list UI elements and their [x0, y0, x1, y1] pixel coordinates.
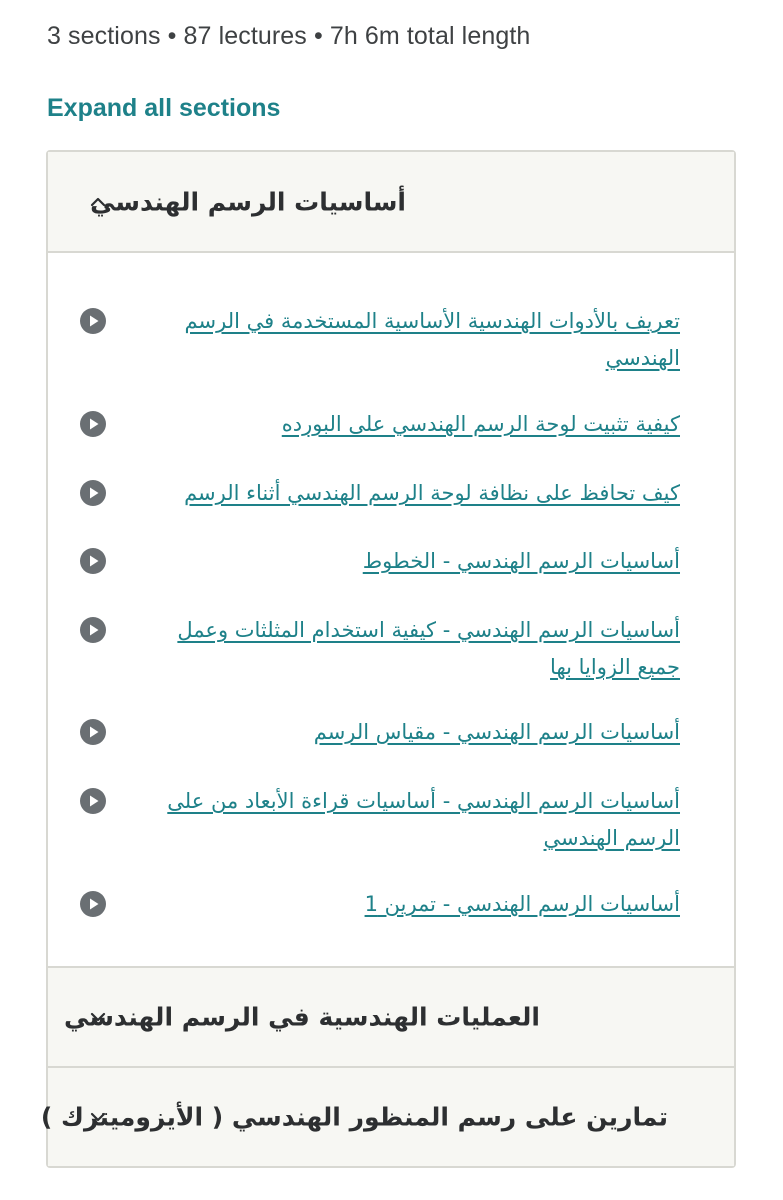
play-icon	[80, 411, 106, 437]
sections-count: 3 sections	[47, 22, 161, 50]
play-icon	[80, 891, 106, 917]
section-title: تمارين على رسم المنظور الهندسي ( الأيزوميترك )	[40, 1102, 668, 1132]
expand-all-sections-button[interactable]: Expand all sections	[47, 94, 281, 122]
section-header-3[interactable]	[40, 1066, 734, 1166]
lecture-link[interactable]: كيفية تثبيت لوحة الرسم الهندسي على البورده	[281, 412, 680, 436]
play-icon	[80, 308, 106, 334]
lecture-link[interactable]: أساسيات الرسم الهندسي - الخطوط	[362, 549, 680, 573]
play-icon	[80, 719, 106, 745]
lecture-link[interactable]: أساسيات الرسم الهندسي - مقياس الرسم	[313, 720, 680, 744]
lecture-link[interactable]: أساسيات الرسم الهندسي - أساسيات قراءة الأبعاد من على الرسم الهندسي	[167, 789, 680, 850]
total-length: 7h 6m total length	[329, 22, 531, 50]
separator: •	[167, 22, 177, 50]
lecture-link[interactable]: تعريف بالأدوات الهندسية الأساسية المستخدمة في الرسم الهندسي	[184, 309, 680, 370]
section-title: أساسيات الرسم الهندسي	[90, 187, 406, 216]
lecture-link[interactable]: كيف تحافظ على نظافة لوحة الرسم الهندسي أثناء الرسم	[184, 481, 680, 505]
section-title: العمليات الهندسية في الرسم الهندسي	[64, 1002, 540, 1032]
curriculum-accordion	[40, 150, 736, 1168]
lecture-link[interactable]: أساسيات الرسم الهندسي - تمرين 1	[364, 892, 680, 916]
section-header-2[interactable]	[48, 966, 734, 1066]
play-icon	[80, 617, 106, 643]
section-1-lecture-list	[48, 253, 734, 966]
play-icon	[80, 480, 106, 506]
play-icon	[80, 788, 106, 814]
lecture-link[interactable]: أساسيات الرسم الهندسي - كيفية استخدام المثلثات وعمل جميع الزوايا بها	[177, 618, 680, 679]
play-icon	[80, 548, 106, 574]
section-header-1[interactable]	[48, 152, 734, 253]
lectures-count: 87 lectures	[183, 22, 307, 50]
separator: •	[313, 22, 323, 50]
course-summary	[47, 22, 530, 51]
